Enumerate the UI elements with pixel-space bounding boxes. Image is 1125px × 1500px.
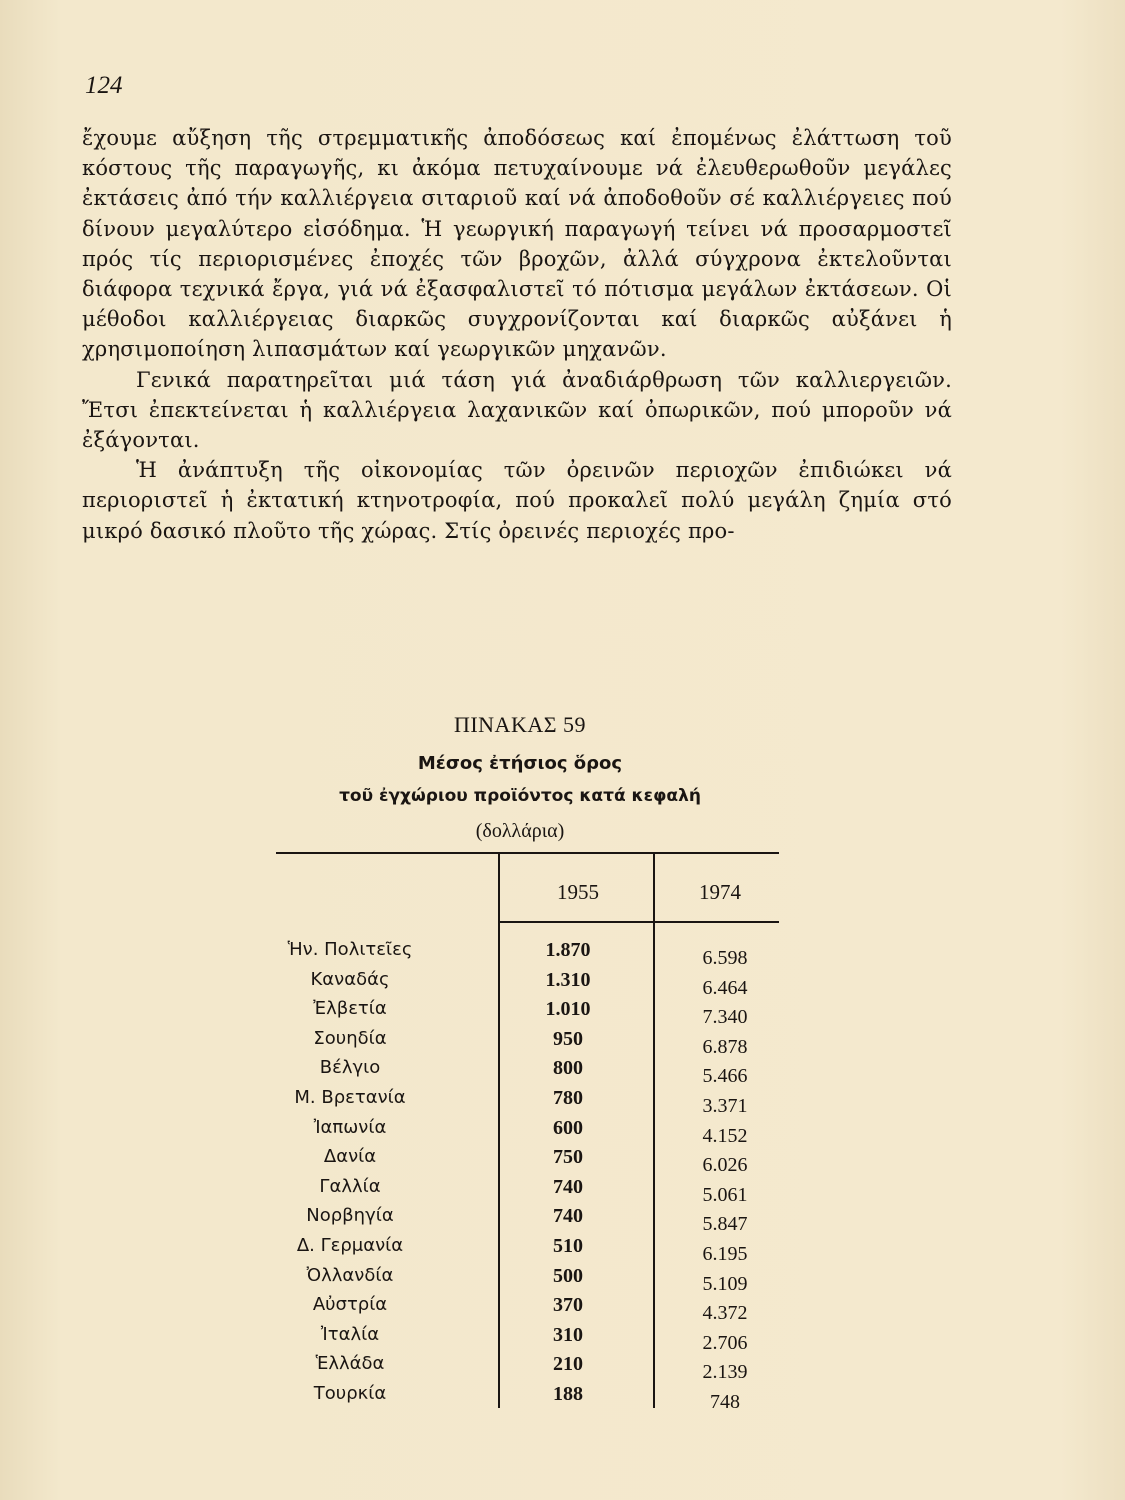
country-cell: Δ. Γερμανία xyxy=(296,1234,404,1256)
table-row xyxy=(250,1353,810,1383)
value-1974-cell: 2.706 xyxy=(702,1331,748,1354)
value-1974-cell: 5.061 xyxy=(702,1183,748,1206)
value-1955-cell: 188 xyxy=(553,1382,583,1405)
country-cell: Αὐστρία xyxy=(312,1294,388,1316)
value-1955-cell: 1.870 xyxy=(545,939,591,961)
value-1974-cell: 7.340 xyxy=(702,1006,748,1029)
country-cell: Τουρκία xyxy=(313,1382,387,1404)
value-1955-cell: 750 xyxy=(553,1146,583,1169)
value-1974-cell: 748 xyxy=(710,1390,740,1413)
value-1955-cell: 370 xyxy=(553,1294,583,1317)
page-number: 124 xyxy=(85,72,123,99)
table-row xyxy=(250,1146,810,1176)
table-body xyxy=(250,939,810,1413)
country-cell: Γαλλία xyxy=(319,1175,381,1197)
body-text xyxy=(82,123,952,546)
table-title-line-1: Μέσος ἐτήσιος ὅρος xyxy=(417,753,623,774)
value-1955-cell: 1.310 xyxy=(545,968,591,991)
table-row xyxy=(250,1028,810,1058)
table-row xyxy=(250,1383,810,1413)
country-cell: Καναδάς xyxy=(310,968,390,990)
value-1955-cell: 740 xyxy=(553,1175,583,1198)
value-1974-cell: 6.026 xyxy=(702,1154,748,1177)
value-1974-cell: 5.847 xyxy=(702,1213,748,1236)
country-cell: Βέλγιο xyxy=(319,1057,381,1079)
value-1974-cell: 4.152 xyxy=(702,1124,748,1147)
table-row xyxy=(250,939,810,969)
value-1955-cell: 500 xyxy=(553,1264,583,1287)
country-cell: Ἐλβετία xyxy=(313,998,387,1020)
table-top-rule xyxy=(276,852,779,854)
paragraph-2: Γενικά παρατηρεῖται μιά τάση γιά ἀναδιάρθρωση τῶν καλλιεργειῶν. Ἔτσι ἐπεκτείνεται ἡ καλλιέργεια λαχανικῶν καί ὀπωρικῶν, πού μποροῦν νά ἐξάγονται. xyxy=(82,367,952,453)
value-1974-cell: 6.195 xyxy=(702,1242,748,1265)
table-row xyxy=(250,969,810,999)
value-1955-cell: 950 xyxy=(553,1027,583,1050)
value-1974-cell: 4.372 xyxy=(702,1302,748,1325)
table-row xyxy=(250,1265,810,1295)
table-row xyxy=(250,1235,810,1265)
table-header-rule xyxy=(498,921,779,923)
column-header-1974: 1974 xyxy=(699,880,741,904)
country-cell: Μ. Βρετανία xyxy=(294,1086,406,1108)
value-1955-cell: 310 xyxy=(553,1323,583,1346)
value-1974-cell: 6.598 xyxy=(702,947,748,969)
value-1955-cell: 780 xyxy=(553,1086,583,1109)
value-1974-cell: 6.464 xyxy=(702,976,748,999)
value-1955-cell: 600 xyxy=(553,1116,583,1139)
table-row xyxy=(250,1294,810,1324)
table-row xyxy=(250,1324,810,1354)
country-cell: Δανία xyxy=(323,1146,377,1168)
paragraph-3: Ἡ ἀνάπτυξη τῆς οἰκονομίας τῶν ὀρεινῶν περιοχῶν ἐπιδιώκει νά περιοριστεῖ ἡ ἐκτατική κτηνοτροφία, πού προκαλεῖ πολύ μεγάλη ζημία στό μικρό δασικό πλοῦτο τῆς χώρας. Στίς ὀρεινές περιοχές προ- xyxy=(82,458,952,543)
value-1955-cell: 800 xyxy=(553,1057,583,1080)
table-row xyxy=(250,1176,810,1206)
country-cell: Σουηδία xyxy=(313,1027,387,1049)
table-row xyxy=(250,1205,810,1235)
country-cell: Ἑλλάδα xyxy=(315,1353,385,1375)
table-title-line-2: τοῦ ἐγχώριου προϊόντος κατά κεφαλή xyxy=(339,786,701,806)
country-cell: Νορβηγία xyxy=(306,1205,394,1227)
table-row xyxy=(250,1117,810,1147)
country-cell: Ἰταλία xyxy=(320,1323,380,1345)
paragraph-1: ἔχουμε αὔξηση τῆς στρεμματικῆς ἀποδόσεως καί ἐπομένως ἐλάττωση τοῦ κόστους τῆς παραγωγῆς, κι ἀκόμα πετυχαίνουμε νά ἐλευθερωθοῦν μεγάλες ἐκτάσεις ἀπό τήν καλλιέργεια σιταριοῦ καί νά ἀποδοθοῦν σέ καλλιέργειες πού δίνουν μεγαλύτερο εἰσόδημα. Ἡ γεωργική παραγωγή τείνει νά προσαρμοστεῖ πρός τίς περιορισμένες ἐποχές τῶν βροχῶν, ἀλλά σύγχρονα ἐκτελοῦνται διάφορα τεχνικά ἔργα, γιά νά ἐξασφαλιστεῖ τό πότισμα μεγάλων ἐκτάσεων. Οἱ μέθοδοι καλλιέργειας διαρκῶς συγχρονίζονται καί διαρκῶς αὐξάνει ἡ χρησιμοποίηση λιπασμάτων καί γεωργικῶν μηχανῶν. xyxy=(82,126,952,362)
table-row xyxy=(250,1087,810,1117)
country-cell: Ἡν. Πολιτεῖες xyxy=(287,939,413,960)
column-header-1955: 1955 xyxy=(557,880,599,904)
table-unit: (δολλάρια) xyxy=(475,820,565,842)
value-1955-cell: 510 xyxy=(553,1234,583,1257)
country-cell: Ἰαπωνία xyxy=(313,1116,387,1138)
value-1955-cell: 210 xyxy=(553,1353,583,1376)
value-1974-cell: 2.139 xyxy=(702,1361,748,1384)
table-row xyxy=(250,1057,810,1087)
value-1974-cell: 3.371 xyxy=(702,1094,748,1117)
table-label: ΠΙΝΑΚΑΣ 59 xyxy=(453,712,587,737)
value-1955-cell: 1.010 xyxy=(545,998,591,1021)
value-1974-cell: 5.109 xyxy=(702,1272,748,1295)
table-row xyxy=(250,998,810,1028)
value-1974-cell: 6.878 xyxy=(702,1035,748,1058)
value-1974-cell: 5.466 xyxy=(702,1065,748,1088)
country-cell: Ὀλλανδία xyxy=(306,1264,394,1286)
value-1955-cell: 740 xyxy=(553,1205,583,1228)
